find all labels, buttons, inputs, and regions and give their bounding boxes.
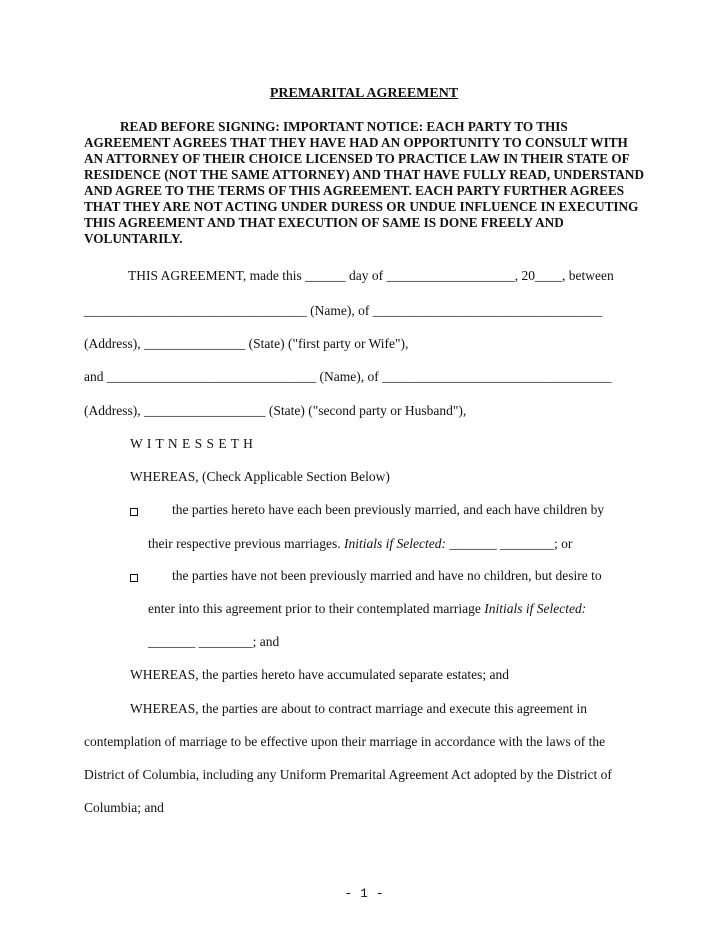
contemplation-line: contemplation of marriage to be effective upon their marriage in accordance with the laws of the xyxy=(84,734,606,749)
option2-line2-text: enter into this agreement prior to their contemplated marriage xyxy=(148,601,485,616)
page-number: - 1 - xyxy=(344,886,384,901)
option2-line1: the parties have not been previously married and have no children, but desire to xyxy=(172,568,602,583)
option1-line2-text: their respective previous marriages. xyxy=(148,536,345,551)
district-line: District of Columbia, including any Uniform Premarital Agreement Act adopted by the District of xyxy=(84,767,612,782)
document-title: PREMARITAL AGREEMENT xyxy=(269,86,459,101)
option1-line1: the parties hereto have each been previously married, and each have children by xyxy=(172,502,605,517)
option2-line2 xyxy=(148,601,586,617)
option1-line2 xyxy=(148,536,572,552)
option2-initials-blanks: _______ ________; and xyxy=(148,634,280,649)
whereas-separate-estates: WHEREAS, the parties hereto have accumulated separate estates; and xyxy=(130,667,509,682)
second-party-address-line: (Address), __________________ (State) ("second party or Husband"), xyxy=(84,403,467,418)
first-party-address-line: (Address), _______________ (State) ("first party or Wife"), xyxy=(84,336,409,351)
whereas-check-applicable: WHEREAS, (Check Applicable Section Below) xyxy=(130,469,390,484)
first-party-name-line: _________________________________ (Name), of __________________________________ xyxy=(84,303,603,318)
whereas-contract-marriage: WHEREAS, the parties are about to contract marriage and execute this agreement in xyxy=(130,701,587,716)
option1-initials-blanks: _______ ________; or xyxy=(446,536,573,551)
columbia-line: Columbia; and xyxy=(84,800,164,815)
second-party-name-line: and _______________________________ (Name), of __________________________________ xyxy=(84,369,612,384)
option2-checkbox[interactable] xyxy=(130,574,138,582)
initials-label: Initials if Selected: xyxy=(484,601,587,616)
agreement-date-line: THIS AGREEMENT, made this ______ day of ___________________, 20____, between xyxy=(128,268,614,283)
option1-checkbox[interactable] xyxy=(130,508,138,516)
important-notice: READ BEFORE SIGNING: IMPORTANT NOTICE: EACH PARTY TO THIS AGREEMENT AGREES THAT THEY HAVE HAD AN OPPORTUNITY TO CONSULT WITH AN ATTORNEY OF THEIR CHOICE LICENSED TO PRACTICE LAW IN THEIR STATE OF RESIDENCE (NOT THE SAME ATTORNEY) AND THAT HAVE FULLY READ, UNDERSTAND AND AGREE TO THE TERMS OF THIS AGREEMENT. EACH PARTY FURTHER AGREES THAT THEY ARE NOT ACTING UNDER DURESS OR UNDUE INFLUENCE IN EXECUTING THIS AGREEMENT AND THAT EXECUTION OF SAME IS DONE FREELY AND VOLUNTARILY. xyxy=(84,119,644,246)
initials-label: Initials if Selected: xyxy=(344,536,447,551)
witnesseth-heading: W I T N E S S E T H xyxy=(130,436,254,451)
